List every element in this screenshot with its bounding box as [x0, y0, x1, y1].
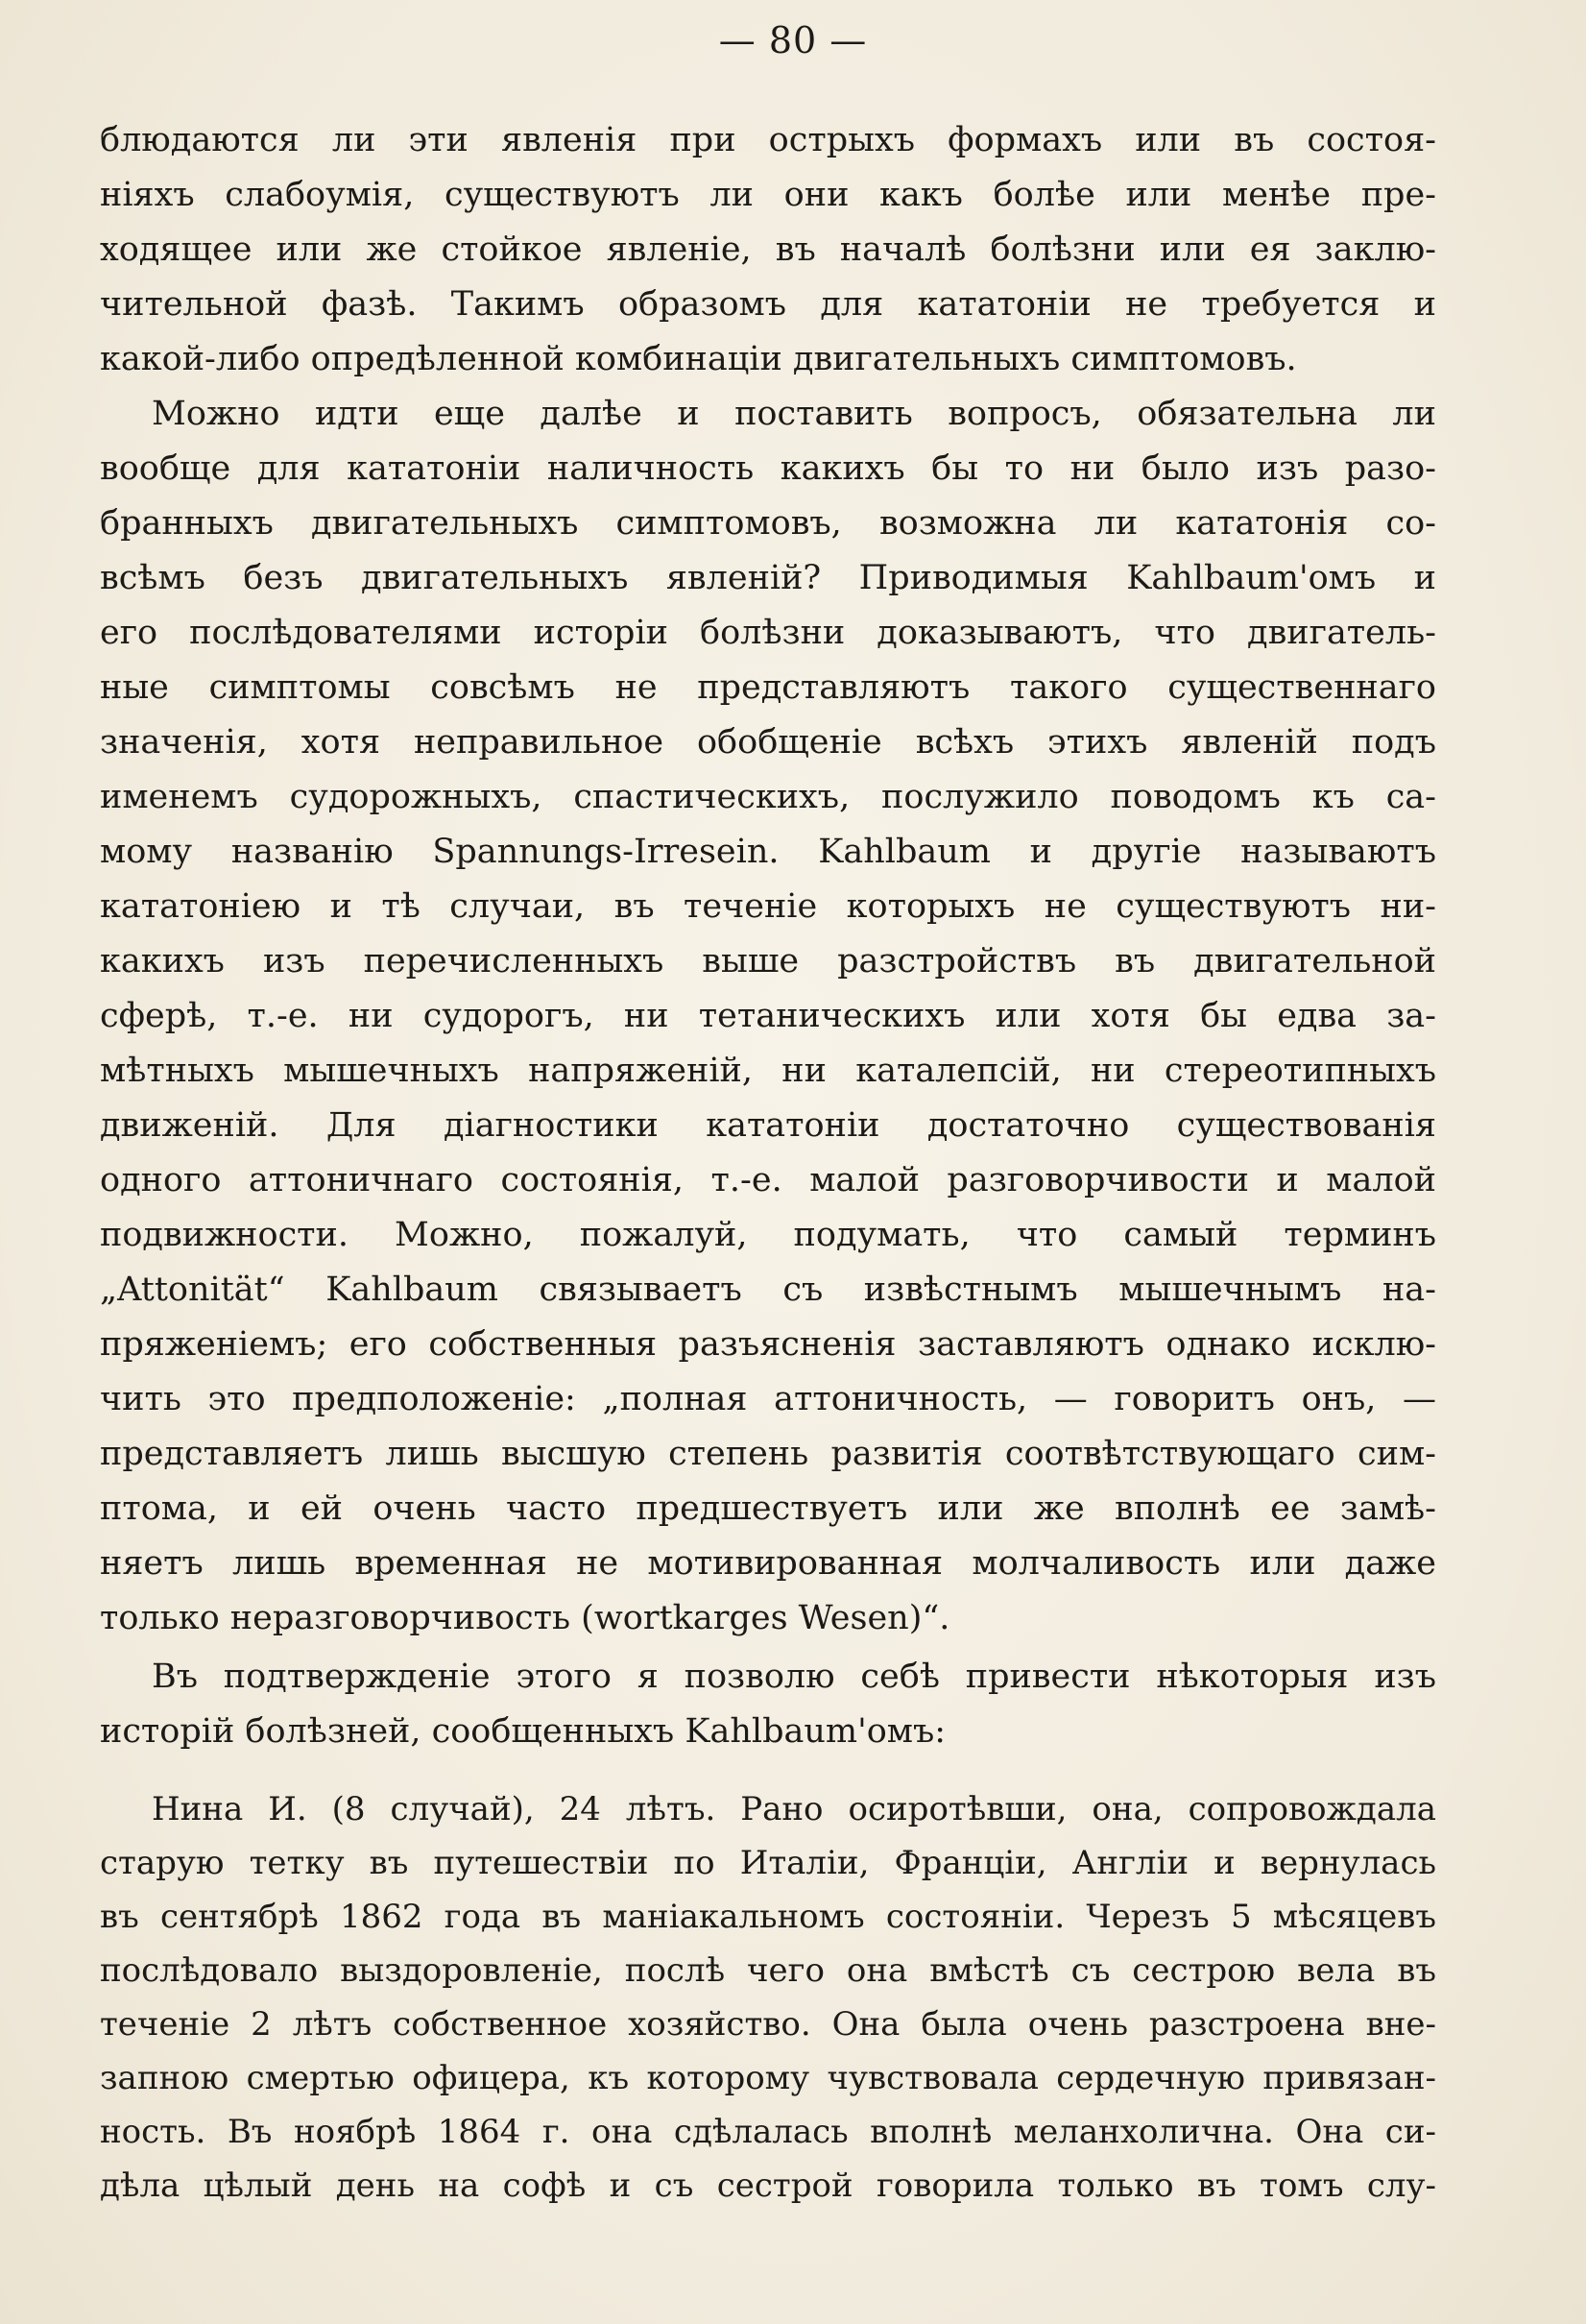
text-line: одного аттоничнаго состоянія, т.-е. малой разговорчивости и малой: [100, 1161, 1436, 1199]
text-line: послѣдовало выздоровленіе, послѣ чего она вмѣстѣ съ сестрою вела въ: [100, 1951, 1436, 1990]
text-line: птома, и ей очень часто предшествуетъ или же вполнѣ ее замѣ-: [100, 1489, 1436, 1528]
text-line: кататоніею и тѣ случаи, въ теченіе которыхъ не существуютъ ни-: [100, 887, 1436, 926]
text-line: именемъ судорожныхъ, спастическихъ, послужило поводомъ къ са-: [100, 778, 1436, 816]
text-line: пряженіемъ; его собственныя разъясненія заставляютъ однако исклю-: [100, 1325, 1436, 1364]
text-line: вообще для кататоніи наличность какихъ бы то ни было изъ разо-: [100, 449, 1436, 488]
text-line: движеній. Для діагностики кататоніи достаточно существованія: [100, 1106, 1436, 1145]
text-line: бранныхъ двигательныхъ симптомовъ, возможна ли кататонія со-: [100, 504, 1436, 543]
paragraph-3: [100, 1650, 1436, 1759]
text-line: мому названію Spannungs-Irresein. Kahlbaum и другіе называютъ: [100, 833, 1436, 871]
text-line: няетъ лишь временная не мотивированная молчаливость или даже: [100, 1544, 1436, 1583]
text-line: Въ подтвержденіе этого я позволю себѣ привести нѣкоторыя изъ: [152, 1658, 1436, 1696]
text-line: только неразговорчивость (wortkarges Wesen)“.: [100, 1599, 950, 1637]
text-line: Можно идти еще далѣе и поставить вопросъ, обязательна ли: [152, 395, 1436, 433]
text-line: мѣтныхъ мышечныхъ напряженій, ни каталепсій, ни стереотипныхъ: [100, 1052, 1436, 1090]
text-line: запною смертью офицера, къ которому чувствовала сердечную привязан-: [100, 2059, 1436, 2097]
text-line: подвижности. Можно, пожалуй, подумать, что самый терминъ: [100, 1216, 1436, 1254]
text-line: представляетъ лишь высшую степень развитія соотвѣтствующаго сим-: [100, 1435, 1436, 1473]
page-number: — 80 —: [718, 19, 868, 61]
text-line: дѣла цѣлый день на софѣ и съ сестрой говорила только въ томъ слу-: [100, 2167, 1436, 2205]
text-line: теченіе 2 лѣтъ собственное хозяйство. Она была очень разстроена вне-: [100, 2005, 1436, 2044]
text-line: въ сентябрѣ 1862 года въ маніакальномъ состояніи. Черезъ 5 мѣсяцевъ: [100, 1898, 1436, 1936]
text-line: ніяхъ слабоумія, существуютъ ли они какъ болѣе или менѣе пре-: [100, 176, 1436, 214]
text-line: ходящее или же стойкое явленіе, въ началѣ болѣзни или ея заклю-: [100, 230, 1436, 269]
text-line: сферѣ, т.-е. ни судорогъ, ни тетаническихъ или хотя бы едва за-: [100, 997, 1436, 1035]
case-history-paragraph: [100, 1782, 1436, 2213]
text-line: Нина И. (8 случай), 24 лѣтъ. Рано осиротѣвши, она, сопровождала: [152, 1790, 1436, 1828]
text-line: чить это предположеніе: „полная аттоничность, — говоритъ онъ, —: [100, 1380, 1436, 1418]
text-line: исторій болѣзней, сообщенныхъ Kahlbaum'омъ:: [100, 1712, 947, 1751]
text-line: ные симптомы совсѣмъ не представляютъ такого существеннаго: [100, 668, 1436, 707]
paragraph-1: [100, 113, 1436, 387]
text-line: блюдаются ли эти явленія при острыхъ формахъ или въ состоя-: [100, 121, 1436, 159]
text-line: чительной фазѣ. Такимъ образомъ для кататоніи не требуется и: [100, 285, 1436, 324]
text-line: его послѣдователями исторіи болѣзни доказываютъ, что двигатель-: [100, 614, 1436, 652]
text-line: значенія, хотя неправильное обобщеніе всѣхъ этихъ явленій подъ: [100, 723, 1436, 762]
paragraph-2: [100, 387, 1436, 1646]
text-line: старую тетку въ путешествіи по Италіи, Франціи, Англіи и вернулась: [100, 1844, 1436, 1882]
text-line: „Attonität“ Kahlbaum связываетъ съ извѣстнымъ мышечнымъ на-: [100, 1271, 1436, 1309]
text-line: какой-либо опредѣленной комбинаціи двигательныхъ симптомовъ.: [100, 340, 1297, 378]
text-line: всѣмъ безъ двигательныхъ явленій? Приводимыя Kahlbaum'омъ и: [100, 559, 1436, 597]
text-line: ность. Въ ноябрѣ 1864 г. она сдѣлалась вполнѣ меланхолична. Она си-: [100, 2113, 1436, 2151]
text-line: какихъ изъ перечисленныхъ выше разстройствъ въ двигательной: [100, 942, 1436, 980]
